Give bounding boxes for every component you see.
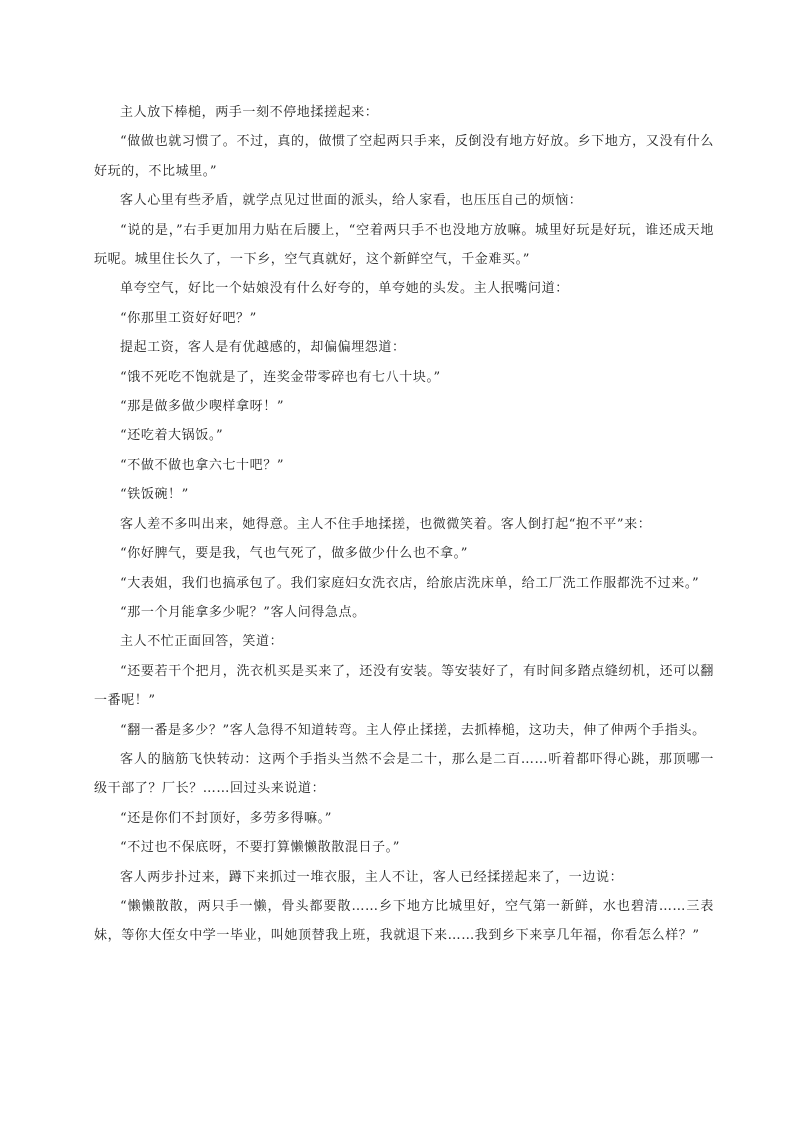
paragraph: 单夸空气，好比一个姑娘没有什么好夸的，单夸她的头发。主人抿嘴问道：: [120, 281, 569, 297]
paragraph: “还吃着大锅饭。”: [120, 428, 224, 444]
paragraph: “铁饭碗！”: [120, 487, 189, 503]
paragraph: “你好脾气，要是我，气也气死了，做多做少什么也不拿。”: [120, 546, 468, 562]
paragraph: 提起工资，客人是有优越感的，却偏偏埋怨道：: [120, 340, 406, 356]
paragraph: “说的是，”右手更加用力贴在后腰上，“空着两只手不也没地方放嘛。城里好玩是好玩，谁还成天地玩呢。城里住长久了，一下乡，空气真就好，这个新鲜空气，千金难买。”: [94, 222, 714, 268]
paragraph: 主人不忙正面回答，笑道：: [120, 634, 284, 650]
paragraph: “做做也就习惯了。不过，真的，做惯了空起两只手来，反倒没有地方好放。乡下地方，又没有什么好玩的，不比城里。”: [94, 134, 714, 179]
paragraph: “饿不死吃不饱就是了，连奖金带零碎也有七八十块。”: [120, 369, 441, 385]
paragraph: 客人心里有些矛盾，就学点见过世面的派头，给人家看，也压压自己的烦恼：: [120, 193, 583, 209]
paragraph: “那是做多做少喫样拿呀！”: [120, 399, 285, 415]
paragraph: 客人差不多叫出来，她得意。主人不住手地揉搓，也微微笑着。客人倒打起“抱不平”来：: [120, 516, 652, 532]
paragraph: “还要若干个把月，洗衣机买是买来了，还没有安装。等安装好了，有时间多踏点缝纫机，还可以翻一番呢！”: [94, 663, 714, 709]
paragraph: 客人的脑筋飞快转动：这两个手指头当然不会是二十，那么是二百……听着都吓得心跳，那顶哪一级干部了？厂长？……回过头来说道：: [94, 751, 714, 797]
paragraph: “那一个月能拿多少呢？”客人问得急点。: [120, 604, 366, 620]
paragraph: “你那里工资好好吧？”: [120, 310, 257, 326]
paragraph: “懒懒散散，两只手一懒，骨头都要散……乡下地方比城里好，空气第一新鲜，水也碧清……三表妹，等你大侄女中学一毕业，叫她顶替我上班，我就退下来……我到乡下来享几年福，你看怎么样？”: [94, 898, 714, 944]
paragraph: “翻一番是多少？”客人急得不知道转弯。主人停止揉搓，去抓棒槌，这功夫，伸了伸两个手指头。: [120, 722, 706, 738]
paragraph: 客人两步扑过来，蹲下来抓过一堆衣服，主人不让，客人已经揉搓起来了，一边说：: [120, 869, 624, 885]
paragraph: “不过也不保底呀，不要打算懒懒散散混日子。”: [120, 840, 400, 856]
paragraph: “不做不做也拿六七十吧？”: [120, 457, 285, 473]
document-body: [94, 98, 714, 951]
paragraph: “还是你们不封顶好，多劳多得嘛。”: [120, 810, 332, 826]
paragraph: “大表姐，我们也搞承包了。我们家庭妇女洗衣店，给旅店洗床单，给工厂洗工作服都洗不过来。”: [120, 575, 700, 591]
paragraph: 主人放下棒槌，两手一刻不停地揉搓起来：: [120, 105, 379, 120]
